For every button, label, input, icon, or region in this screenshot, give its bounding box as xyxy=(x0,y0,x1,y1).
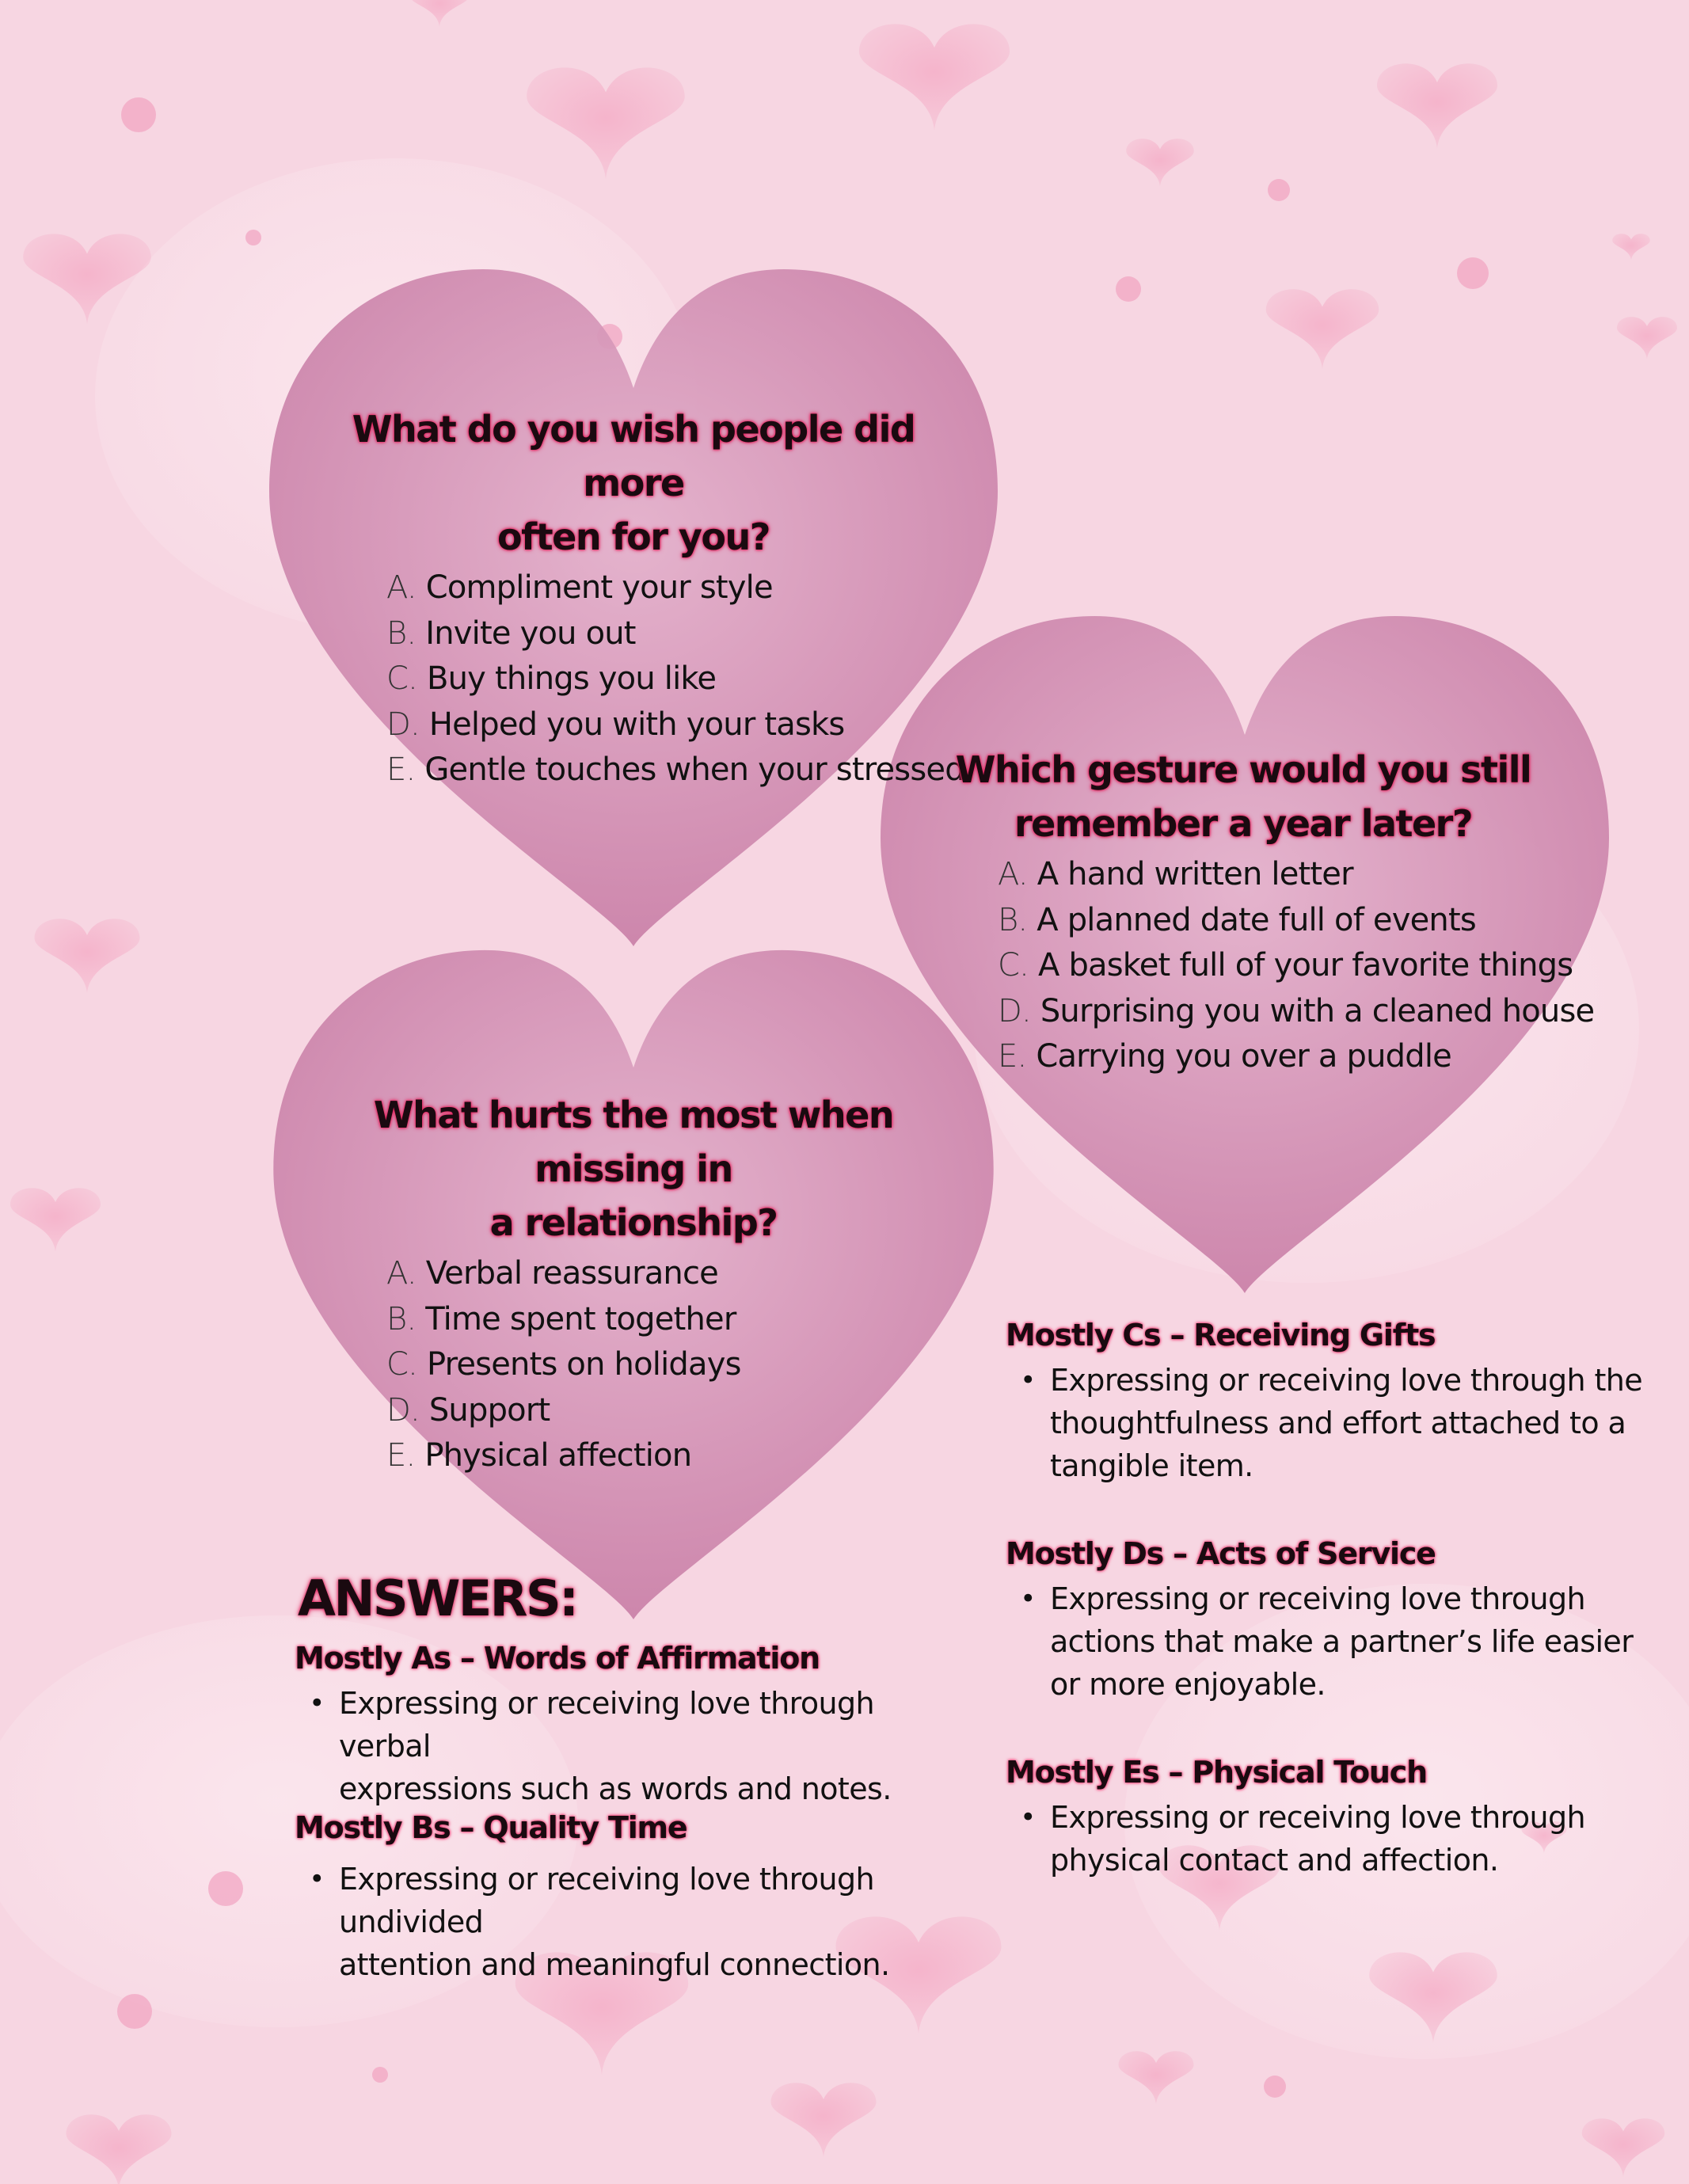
question-3-option-b: B. Time spent together xyxy=(386,1300,736,1337)
question-2-title-line-1: Which gesture would you still xyxy=(955,748,1531,791)
question-3-option-e: E. Physical affection xyxy=(386,1437,692,1474)
answer-line: Expressing or receiving love through the xyxy=(1050,1363,1643,1398)
question-2-option-e: E. Carrying you over a puddle xyxy=(998,1038,1451,1075)
question-1-option-c: C. Buy things you like xyxy=(386,660,717,697)
answer-mostly-ds xyxy=(1006,1531,1671,1706)
answer-mostly-cs xyxy=(1006,1313,1671,1487)
question-1-option-d: D. Helped you with your tasks xyxy=(386,706,845,743)
question-3-title xyxy=(317,1088,950,1250)
question-2-option-a: A. A hand written letter xyxy=(998,856,1353,892)
bullet-icon: • xyxy=(309,1863,325,1895)
answer-line: Expressing or receiving love through xyxy=(1050,1581,1585,1616)
answer-line: thoughtfulness and effort attached to a xyxy=(1050,1406,1626,1440)
question-1-option-a: A. Compliment your style xyxy=(386,569,773,606)
answer-mostly-as xyxy=(295,1636,960,1810)
answer-heading: Mostly Es – Physical Touch xyxy=(1006,1755,1427,1790)
question-2-option-d: D. Surprising you with a cleaned house xyxy=(998,992,1595,1029)
bullet-icon: • xyxy=(1020,1364,1036,1396)
answer-line: attention and meaningful connection. xyxy=(339,1947,890,1982)
question-1 xyxy=(317,402,964,793)
answer-body xyxy=(1006,1359,1671,1487)
answer-heading: Mostly As – Words of Affirmation xyxy=(295,1641,820,1676)
question-1-option-b: B. Invite you out xyxy=(386,614,636,652)
answer-line: Expressing or receiving love through undivided xyxy=(339,1862,874,1939)
question-1-option-e: E. Gentle touches when your stressed xyxy=(386,751,964,788)
answers-title: ANSWERS: xyxy=(298,1570,577,1627)
answer-line: Expressing or receiving love through verbal xyxy=(339,1686,874,1764)
answer-line: physical contact and affection. xyxy=(1050,1843,1499,1878)
question-3-title-line-2: a relationship? xyxy=(489,1201,778,1244)
question-3 xyxy=(317,1088,950,1479)
answer-body xyxy=(295,1858,960,1986)
question-3-option-d: D. Support xyxy=(386,1391,550,1429)
question-3-option-a: A. Verbal reassurance xyxy=(386,1255,718,1292)
answer-mostly-es xyxy=(1006,1750,1671,1882)
bullet-icon: • xyxy=(309,1687,325,1719)
answer-mostly-bs xyxy=(295,1805,960,1986)
question-2-option-c: C. A basket full of your favorite things xyxy=(998,947,1573,984)
question-2 xyxy=(926,743,1595,1080)
question-1-title xyxy=(317,402,950,564)
question-2-title xyxy=(926,743,1560,850)
question-2-option-b: B. A planned date full of events xyxy=(998,901,1476,938)
answer-body xyxy=(295,1682,960,1810)
bullet-icon: • xyxy=(1020,1802,1036,1833)
answer-heading: Mostly Bs – Quality Time xyxy=(295,1810,687,1845)
answer-line: tangible item. xyxy=(1050,1448,1253,1483)
question-1-title-line-2: often for you? xyxy=(497,516,770,558)
bullet-icon: • xyxy=(1020,1583,1036,1615)
question-2-title-line-2: remember a year later? xyxy=(1014,802,1473,845)
answer-line: actions that make a partner’s life easier xyxy=(1050,1624,1634,1659)
answer-heading: Mostly Cs – Receiving Gifts xyxy=(1006,1318,1436,1353)
question-1-title-line-1: What do you wish people did more xyxy=(352,408,915,504)
answer-body xyxy=(1006,1577,1671,1706)
answer-line: Expressing or receiving love through xyxy=(1050,1800,1585,1835)
answer-line: expressions such as words and notes. xyxy=(339,1771,892,1806)
answer-body xyxy=(1006,1796,1671,1882)
question-3-option-c: C. Presents on holidays xyxy=(386,1346,741,1383)
question-3-title-line-1: What hurts the most when missing in xyxy=(373,1094,894,1190)
answer-heading: Mostly Ds – Acts of Service xyxy=(1006,1536,1436,1571)
answer-line: or more enjoyable. xyxy=(1050,1667,1326,1702)
